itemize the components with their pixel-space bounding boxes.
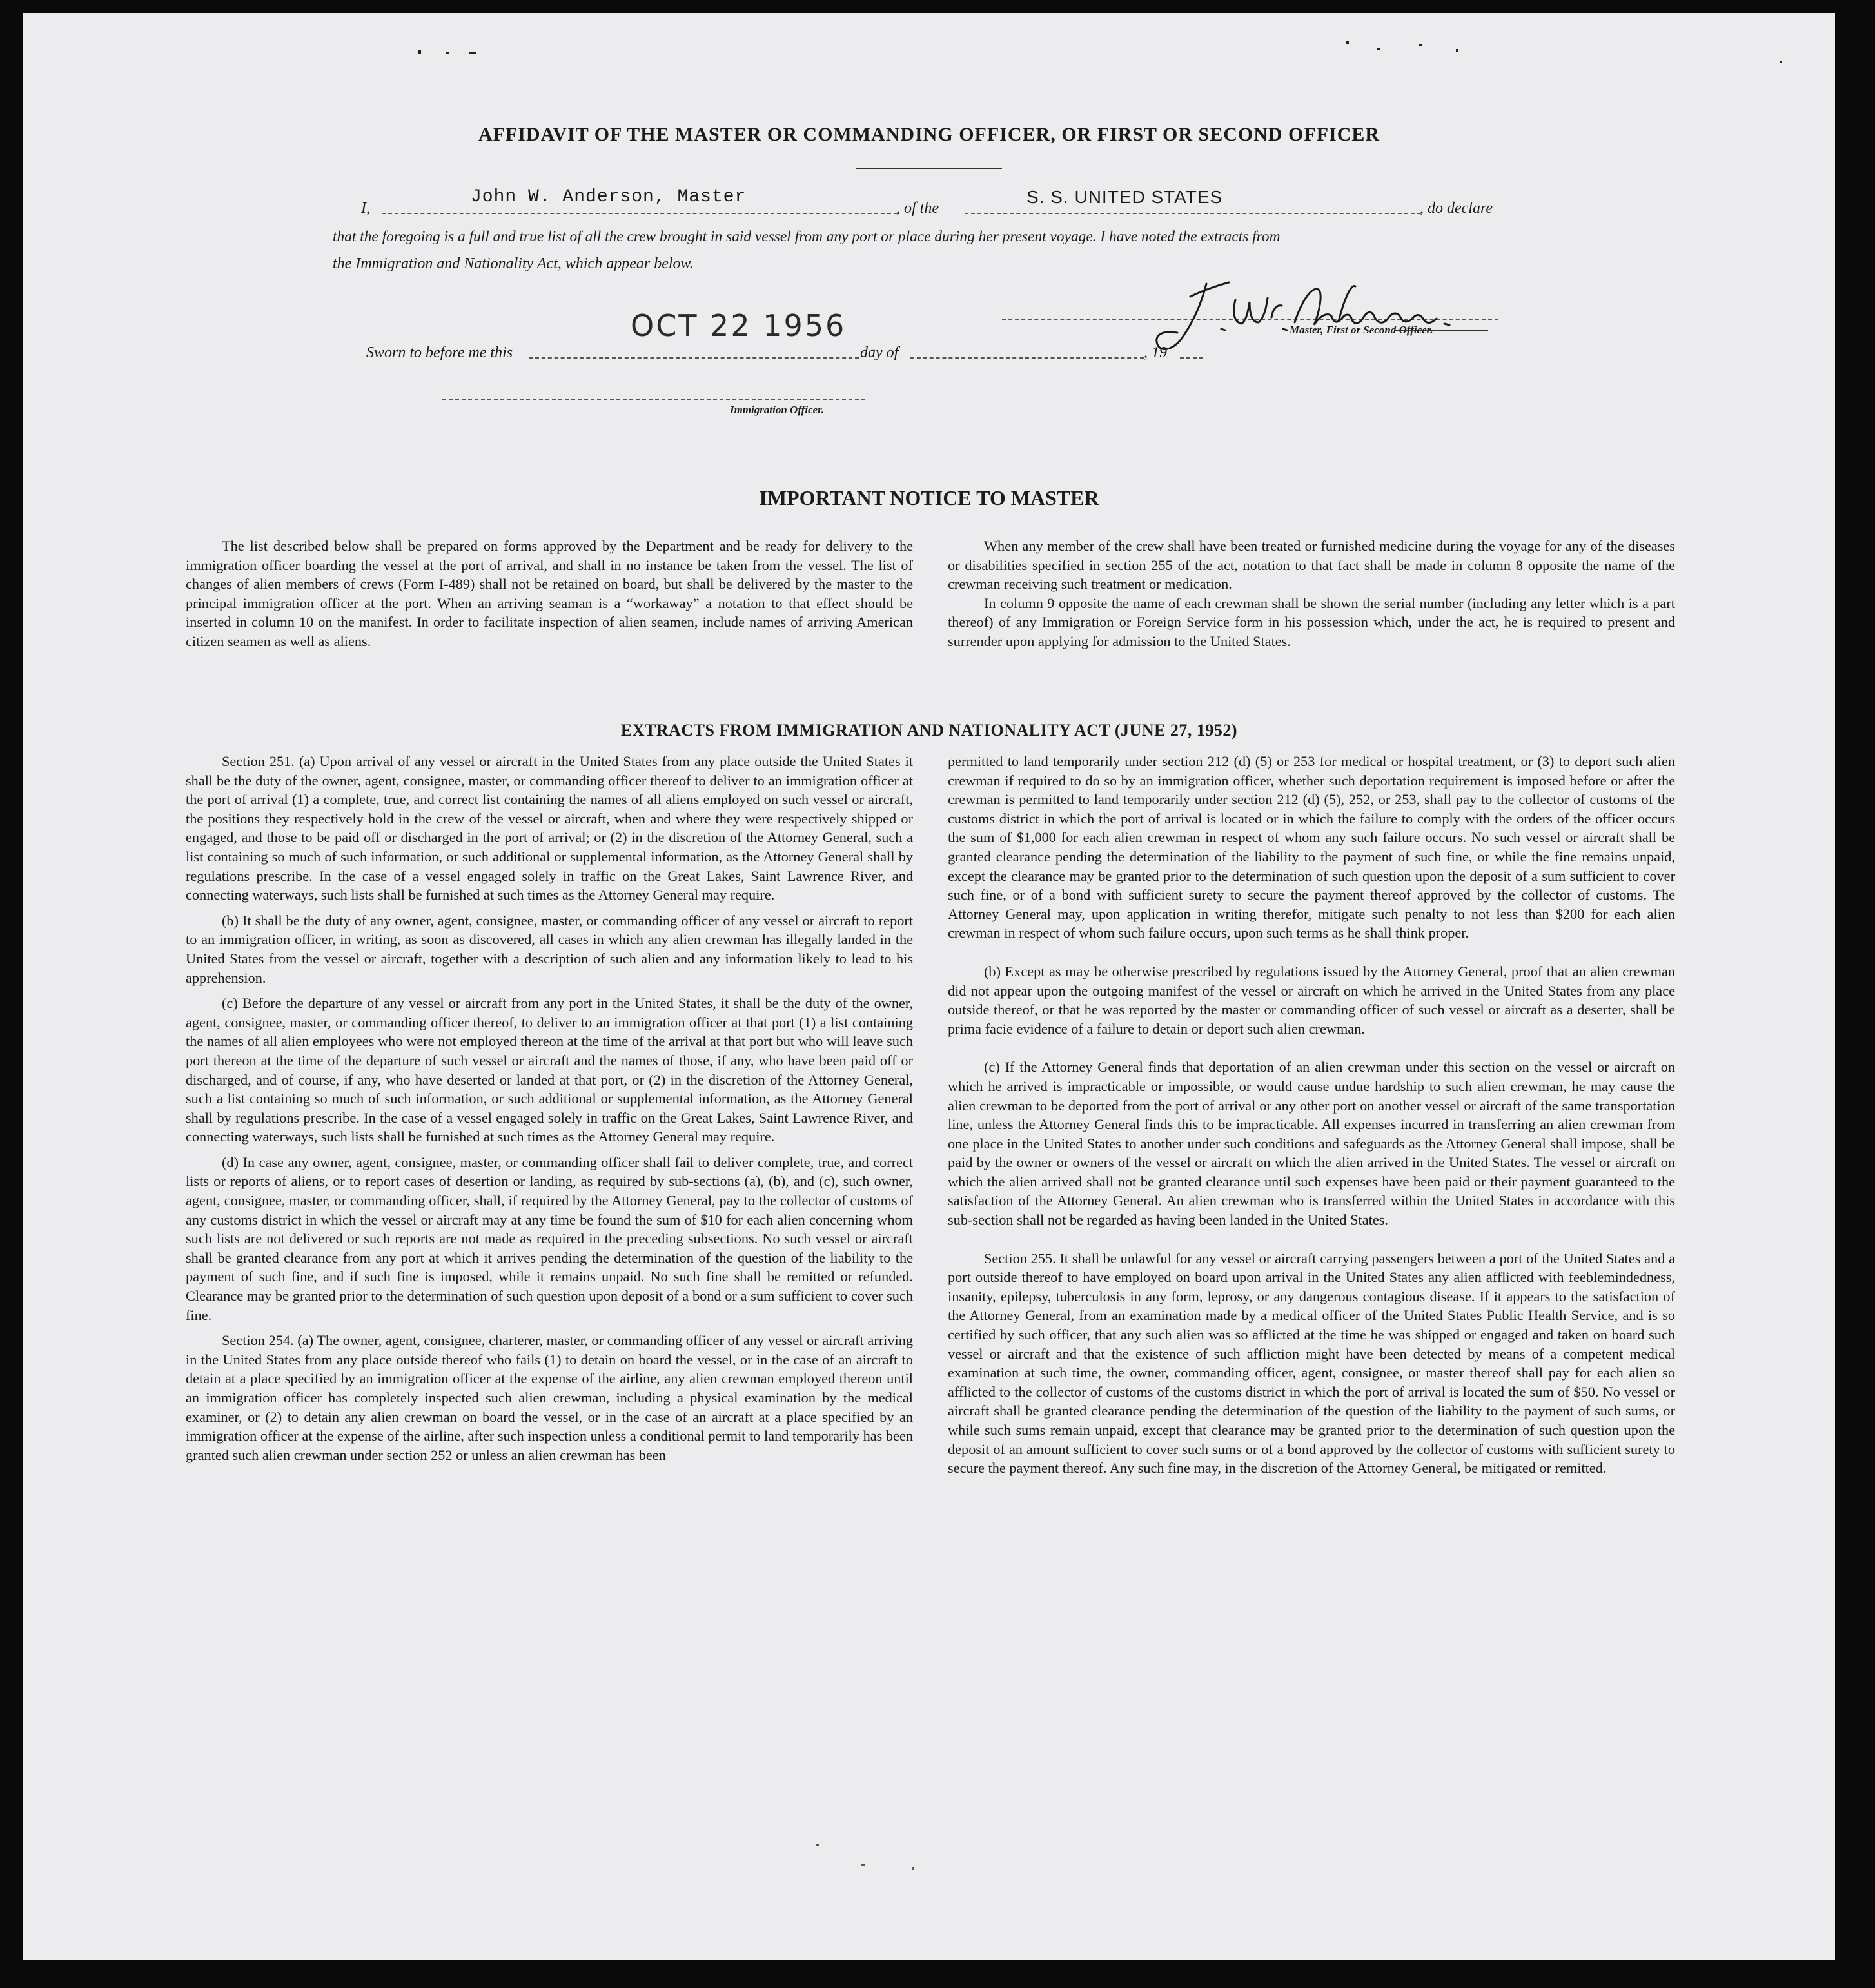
speck [1419,44,1422,46]
do-declare-label: , do declare [1420,200,1493,217]
declaration-line-1: that the foregoing is a full and true list of all the crew brought in said vessel from any port or place during her present voyage. I have noted the extracts from [333,228,1281,245]
month-line [910,357,1144,359]
immigration-officer-line [442,399,865,400]
speck [912,1867,914,1870]
master-name-line [382,213,898,214]
declaration-line-2: the Immigration and Nationality Act, which appear below. [333,255,694,272]
immigration-officer-label: Immigration Officer. [730,404,825,416]
vessel-name-line [965,213,1421,214]
sworn-label: Sworn to before me this [366,344,513,361]
section-254b: (b) Except as may be otherwise prescribed by regulations issued by the Attorney General, proof that an alien crewman did not appear upon the outgoing manifest of the vessel or aircraft on which he arrived in the United States from any place outside thereof, or that he was reported by the master or commanding officer of such vessel or aircraft as a deserter, shall be prima facie evidence of a failure to detain or deport such alien crewman. [948,963,1675,1037]
section-251d: (d) In case any owner, agent, consignee, master, or commanding officer shall fail to deliver complete, true, and correct lists or reports of aliens, or to report cases of desertion or landing, as required by sub-sections (a), (b), and (c), such owner, agent, consignee, master, or commanding officer, shall, if required by the Attorney General, pay to the collector of customs of any customs district in which the vessel or aircraft may at any time be found the sum of $10 for each alien concerning whom such lists are not delivered or such reports are not made as required in the preceding subsections. No such vessel or aircraft shall be granted clearance from any port at which it arrives pending the determination of the question of the liability to the payment of such fine, and if such fine is imposed, while it remains unpaid. No such fine shall be remitted or refunded. Clearance may be granted prior to the determination of such question upon deposit of a bond or a sum sufficient to cover such fine. [186,1154,913,1323]
section-251b: (b) It shall be the duty of any owner, agent, consignee, master, or commanding officer of any vessel or aircraft to report to an immigration officer, in writing, as soon as discovered, all cases in which any alien crewman has illegally landed in the United States from the vessel or aircraft, together with a description of such alien and any information likely to lead to his apprehension. [186,912,913,986]
speck [816,1844,819,1846]
extracts-title: EXTRACTS FROM IMMIGRATION AND NATIONALITY ACT (JUNE 27, 1952) [620,721,1238,740]
document-page [23,13,1835,1960]
notice-right-paragraph-1: When any member of the crew shall have been treated or furnished medicine during the voyage for any of the diseases or disabilities specified in section 255 of the act, notation to that fact shall be made in column 8 opposite the name of the crewman receiving such treatment or medication. [948,538,1675,592]
section-254a-continued: permitted to land temporarily under section 212 (d) (5) or 253 for medical or hospital treatment, or (3) to deport such alien crewman if required to do so by an immigration officer, whether such deportation requirement is imposed before or after the crewman is permitted to land temporarily under section 212 (d) (5), 252, or 253, shall pay to the collector of customs of the customs district in which the port of arrival is located or in which the failure to comply with the orders of the officer occurs the sum of $1,000 for each alien crewman in respect of whom any such failure occurs. No such vessel or aircraft shall be granted clearance pending the determination of the liability to the payment of such fine, or while the fine remains unpaid, except the clearance may be granted prior to the determination of such question upon the deposit of a sum sufficient to cover such fine, or of a bond with sufficient surety to secure the payment thereof approved by the collector of customs. The Attorney General may, upon application in writing therefor, mitigate such penalty to not less than $200 for each alien crewman in respect of whom such failure occurs, upon such terms as he shall think proper. [948,753,1675,941]
year-line [1180,357,1203,359]
section-251a: Section 251. (a) Upon arrival of any vessel or aircraft in the United States from any place outside the United States it shall be the duty of the owner, agent, consignee, master, or commanding officer thereof to deliver to an immigration officer at the port of arrival (1) a complete, true, and correct list containing the names of all aliens employed on such vessel or aircraft, the positions they respectively hold in the crew of the vessel or aircraft, when and where they were respectively shipped or engaged, and those to be paid off or discharged in the port of arrival; or (2) in the discretion of the Attorney General, such a list containing so much of such information, or such additional or supplemental information, as the Attorney General shall by regulations prescribe. In the case of a vessel engaged solely in traffic on the Great Lakes, Saint Lawrence River, and connecting waterways, such lists shall be furnished at such times as the Attorney General may require. [186,753,913,903]
strike-through-second-officer [1394,330,1488,331]
day-of-label: day of [860,344,899,361]
affidavit-title: AFFIDAVIT OF THE MASTER OR COMMANDING OFFICER, OR FIRST OR SECOND OFFICER [478,124,1380,145]
section-254a: Section 254. (a) The owner, agent, consignee, charterer, master, or commanding officer of any vessel or aircraft arriving in the United States from any place outside thereof who fails (1) to detain on board the vessel, or in the case of an aircraft to detain at a place specified by an immigration officer at the expense of the airline, any alien crewman employed thereon until an immigration officer has completely inspected such alien crewman, including a physical examination by the medical examiner, or (2) to detain any alien crewman on board the vessel, or in the case of an aircraft at a place specified by an immigration officer at the expense of the airline, after such inspection unless a conditional permit to land temporarily has been granted such alien crewman under section 252 or unless an alien crewman has been [186,1332,913,1463]
sworn-day-line [529,357,859,359]
section-254c: (c) If the Attorney General finds that deportation of an alien crewman under this section on the vessel or aircraft on which he arrived is impracticable or impossible, or would cause undue hardship to such alien crewman, he may cause the alien crewman to be deported from the port of arrival or any other port on another vessel or aircraft of the same transportation line, unless the Attorney General finds this to be impracticable. All expenses incurred in transferring an alien crewman from one place in the United States to another under such conditions and safeguards as the Attorney General shall impose, shall be paid by the owner or owners of the vessel or aircraft on which the alien arrived in the United States. The vessel or aircraft on which the alien arrived shall not be granted clearance until such expenses have been paid or their payment guaranteed to the satisfaction of the Attorney General. An alien crewman who is transferred within the United States in accordance with this sub-section shall not be regarded as having been landed in the United States. [948,1059,1675,1228]
notice-right-column [948,536,1675,651]
speck [1377,48,1380,50]
signature-image [1145,271,1480,361]
of-the-label: , of the [896,200,939,217]
speck [418,50,421,54]
section-255: Section 255. It shall be unlawful for any vessel or aircraft carrying passengers between a port of the United States and a port outside thereof to have employed on board upon arrival in the United States any alien afflicted with feeblemindedness, insanity, epilepsy, tuberculosis in any form, leprosy, or any dangerous contagious disease. If it appears to the satisfaction of the Attorney General, from an examination made by a medical officer of the United States Public Health Service, and is so certified by such officer, that any such alien was so afflicted at the time he was shipped or engaged and taken on board such vessel or aircraft and that the existence of such affliction might have been detected by means of a competent medical examination at such time, the owner, commanding officer, agent, consignee, or master thereof shall pay for each alien so afflicted to the collector of customs of the customs district in which the port of arrival is located the sum of $50. No vessel or aircraft shall be granted clearance pending the determination of the question of the liability to the payment of such sums, or while such sums remain unpaid, except that clearance may be granted prior to the determination of such question upon the deposit of an amount sufficient to cover such sums or of a bond approved by the collector of customs with sufficient surety to secure the payment thereof. Any such fine may, in the discretion of the Attorney General, be mitigated or remitted. [948,1250,1675,1477]
i-label: I, [361,200,370,217]
notice-title: IMPORTANT NOTICE TO MASTER [759,486,1099,509]
title-rule [856,168,1002,169]
speck [446,52,449,54]
speck [1780,61,1782,63]
extracts-left-column [186,752,913,1464]
speck [469,52,476,54]
vessel-name-field: S. S. UNITED STATES [1026,187,1223,207]
speck [861,1864,865,1866]
year-prefix: , 19 [1144,344,1167,361]
section-251c: (c) Before the departure of any vessel or aircraft from any port in the United States, it shall be the duty of the owner, agent, consignee, master, or commanding officer thereof, to deliver to an immigration officer at that port (1) a list containing the names of all alien employees who were not employed thereon at the time of the arrival at that port but who will leave such port thereon at the time of the departure of such vessel or aircraft and the names of those, if any, who have been paid off or discharged, and of course, if any, who have deserted or landed at that port, or (2) in the discretion of the Attorney General, such a list containing so much of such information, or such additional or supplemental information, as the Attorney General shall by regulations prescribe. In the case of a vessel engaged solely in traffic on the Great Lakes, Saint Lawrence River, and connecting waterways, such lists shall be furnished at such times as the Attorney General may require. [186,995,913,1145]
speck [1456,49,1458,52]
notice-left-paragraph: The list described below shall be prepared on forms approved by the Department and be ready for delivery to the immigration officer boarding the vessel at the port of arrival, and shall in no instance be taken from the vessel. The list of changes of alien members of crews (Form I-489) shall not be retained on board, but shall be delivered by the master to the principal immigration officer at the port. When an arriving seaman is a “workaway” a notation to that effect should be inserted in column 10 on the manifest. In order to facilitate inspection of alien seamen, include names of arriving American citizen seamen as well as aliens. [186,538,913,649]
master-name-field: John W. Anderson, Master [471,187,747,207]
notice-right-paragraph-2: In column 9 opposite the name of each crewman shall be shown the serial number (including any letter which is a part thereof) of any Immigration or Foreign Service form in his possession which, under the act, he is required to present and surrender upon applying for admission to the United States. [948,595,1675,649]
speck [1346,41,1349,44]
date-stamp: OCT 22 1956 [631,308,847,343]
extracts-right-column [948,752,1675,1478]
master-officer-title: Master, First or Second Officer. [1290,324,1433,336]
notice-left-column [186,536,913,651]
